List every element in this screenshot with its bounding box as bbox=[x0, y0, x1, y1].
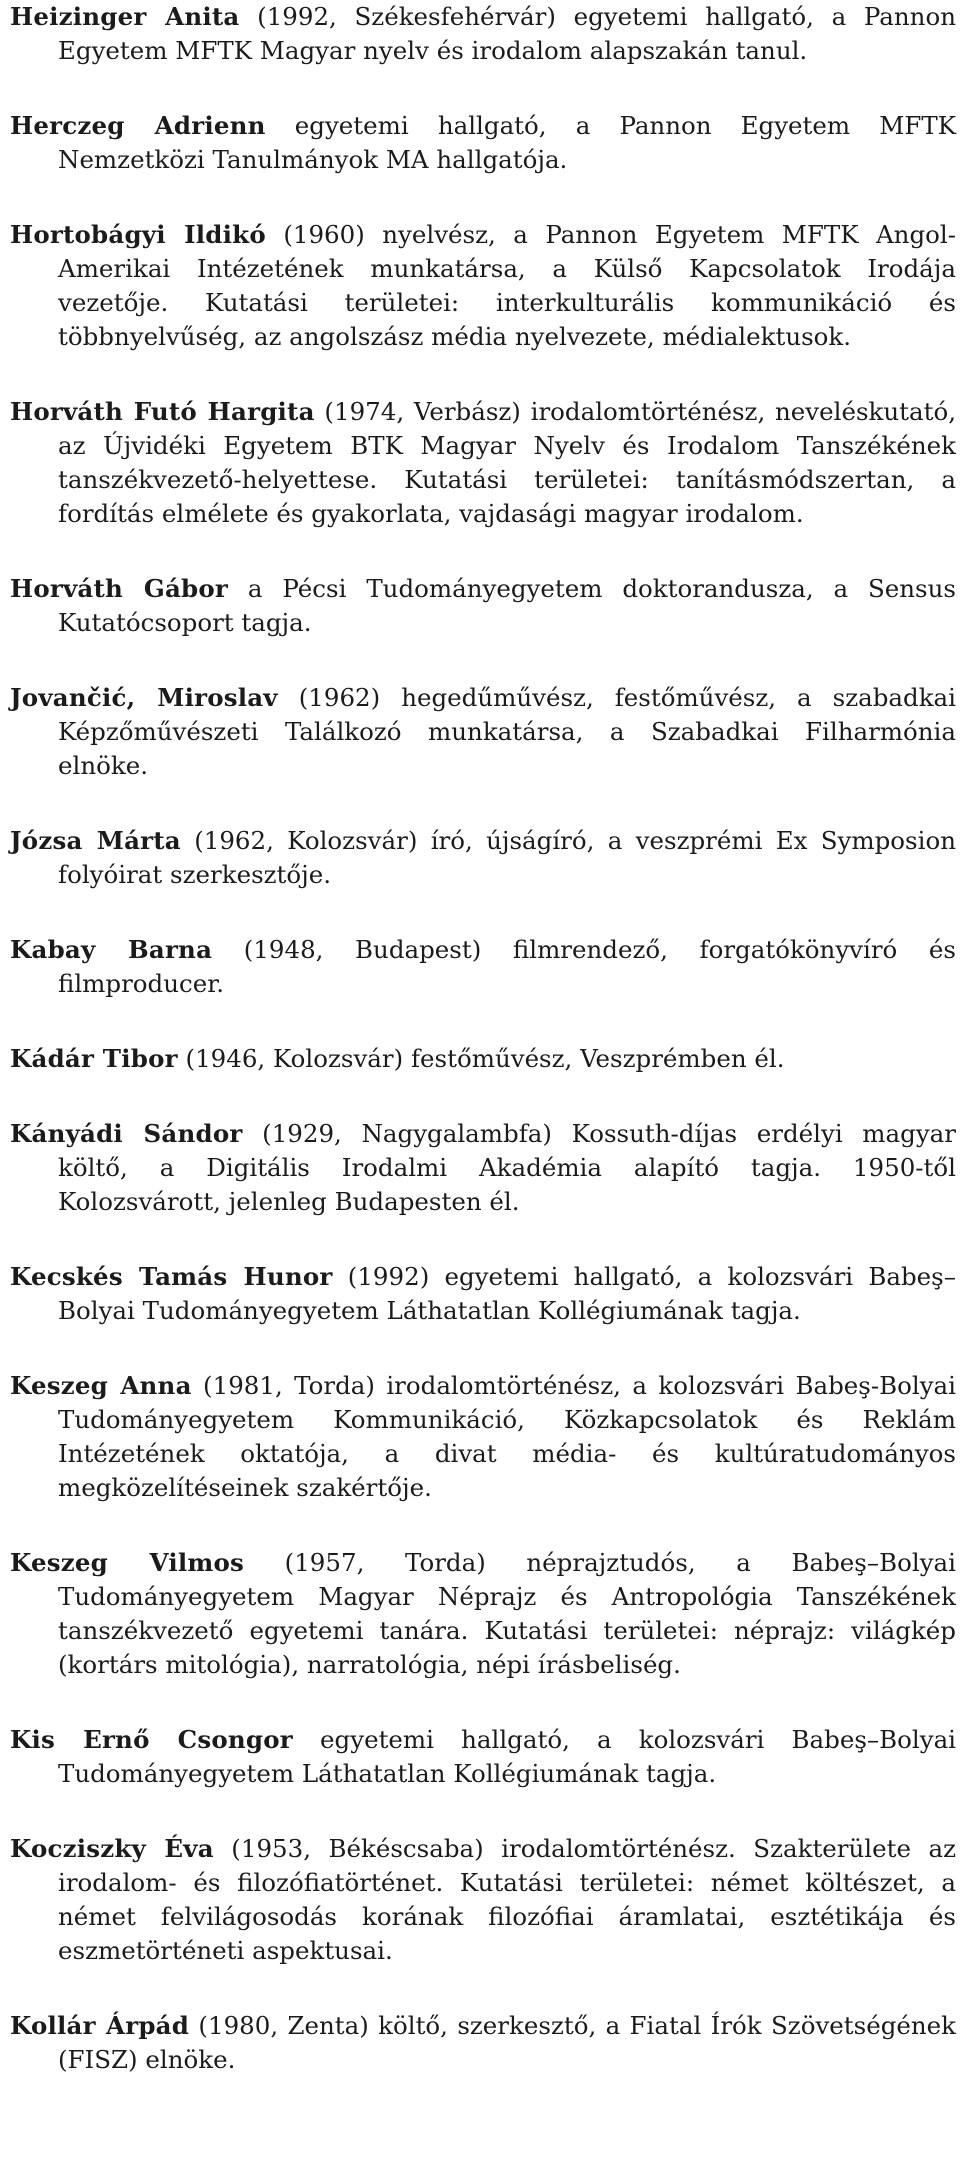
contributor-bio: (1953, Békéscsaba) irodalomtörténész. Szakterülete az irodalom- és filozófiatörténet. Kutatási területei: német költészet, a német felvilágosodás korának filozófiai áramlatai, esztétikája és eszmetörténeti aspektusai. bbox=[58, 1834, 956, 1965]
contributor-bio: (1960) nyelvész, a Pannon Egyetem MFTK Angol-Amerikai Intézetének munkatársa, a Külső Kapcsolatok Irodája vezetője. Kutatási területei: interkulturális kommunikáció és többnyelvűség, az angolszász média nyelvezete, médialektusok. bbox=[58, 220, 957, 351]
contributor-name: Kabay Barna bbox=[10, 935, 213, 964]
contributor-name: Kis Ernő Csongor bbox=[10, 1725, 293, 1754]
contributor-bio: (1946, Kolozsvár) festőművész, Veszprémben él. bbox=[177, 1044, 785, 1073]
contributor-name: Horváth Gábor bbox=[10, 574, 229, 603]
contributor-name: Herczeg Adrienn bbox=[10, 111, 266, 140]
contributor-bio: (1980, Zenta) költő, szerkesztő, a Fiatal Írók Szövetségének (FISZ) elnöke. bbox=[58, 2011, 957, 2074]
contributor-bio: (1962, Kolozsvár) író, újságíró, a veszprémi Ex Symposion folyóirat szerkesztője. bbox=[58, 826, 956, 889]
contributor-entry bbox=[10, 824, 956, 892]
contributor-name: Kányádi Sándor bbox=[10, 1119, 243, 1148]
contributor-name: Horváth Futó Hargita bbox=[10, 397, 315, 426]
contributor-entry bbox=[10, 572, 956, 640]
contributor-entry bbox=[10, 2009, 956, 2077]
contributor-entry bbox=[10, 681, 956, 783]
contributor-entry bbox=[10, 109, 956, 177]
contributor-name: Kádár Tibor bbox=[10, 1044, 178, 1073]
contributor-bio: (1992) egyetemi hallgató, a kolozsvári Babeş–Bolyai Tudományegyetem Láthatatlan Kollégiumának tagja. bbox=[58, 1262, 956, 1325]
contributor-bio: (1981, Torda) irodalomtörténész, a kolozsvári Babeş-Bolyai Tudományegyetem Kommunikáció, Közkapcsolatok és Reklám Intézetének oktatója, a divat média- és kultúratudományos megközelítéseinek szakértője. bbox=[58, 1371, 956, 1502]
contributor-name: Heizinger Anita bbox=[10, 2, 240, 31]
contributor-bio: egyetemi hallgató, a kolozsvári Babeş–Bolyai Tudományegyetem Láthatatlan Kollégiumának tagja. bbox=[58, 1725, 957, 1788]
contributor-entry bbox=[10, 1260, 956, 1328]
contributor-bio: (1992, Székesfehérvár) egyetemi hallgató, a Pannon Egyetem MFTK Magyar nyelv és irodalom alapszakán tanul. bbox=[58, 2, 956, 65]
contributor-entry bbox=[10, 1832, 956, 1968]
contributor-bio: (1929, Nagygalambfa) Kossuth-díjas erdélyi magyar költő, a Digitális Irodalmi Akadémia alapító tagja. 1950-től Kolozsvárott, jelenleg Budapesten él. bbox=[58, 1119, 956, 1216]
contributor-entry bbox=[10, 1117, 956, 1219]
contributor-entry bbox=[10, 1546, 956, 1682]
contributors-list bbox=[10, 0, 956, 2118]
contributor-name: Keszeg Vilmos bbox=[10, 1548, 245, 1577]
contributor-bio: (1962) hegedűművész, festőművész, a szabadkai Képzőművészeti Találkozó munkatársa, a Szabadkai Filharmónia elnöke. bbox=[58, 683, 957, 780]
contributor-bio: egyetemi hallgató, a Pannon Egyetem MFTK Nemzetközi Tanulmányok MA hallgatója. bbox=[58, 111, 956, 174]
contributor-name: Kollár Árpád bbox=[10, 2011, 190, 2040]
contributor-name: Kecskés Tamás Hunor bbox=[10, 1262, 333, 1291]
contributor-name: Hortobágyi Ildikó bbox=[10, 220, 266, 249]
contributor-name: Keszeg Anna bbox=[10, 1371, 192, 1400]
contributor-bio: (1974, Verbász) irodalomtörténész, neveléskutató, az Újvidéki Egyetem BTK Magyar Nyelv és Irodalom Tanszékének tanszékvezető-helyettese. Kutatási területei: tanításmódszertan, a fordítás elmélete és gyakorlata, vajdasági magyar irodalom. bbox=[58, 397, 956, 528]
contributor-bio: (1957, Torda) néprajztudós, a Babeş–Bolyai Tudományegyetem Magyar Néprajz és Antropológia Tanszékének tanszékvezető egyetemi tanára. Kutatási területei: néprajz: világkép (kortárs mitológia), narratológia, népi írásbeliség. bbox=[58, 1548, 956, 1679]
contributor-entry bbox=[10, 933, 956, 1001]
contributor-entry bbox=[10, 0, 956, 68]
contributor-bio: a Pécsi Tudományegyetem doktorandusza, a Sensus Kutatócsoport tagja. bbox=[58, 574, 956, 637]
contributor-entry bbox=[10, 395, 956, 531]
contributor-entry bbox=[10, 1042, 956, 1076]
contributor-entry bbox=[10, 218, 956, 354]
contributor-entry bbox=[10, 1723, 956, 1791]
contributor-name: Kocziszky Éva bbox=[10, 1834, 214, 1863]
contributor-entry bbox=[10, 1369, 956, 1505]
contributor-name: Józsa Márta bbox=[10, 826, 181, 855]
contributor-name: Jovančić, Miroslav bbox=[10, 683, 278, 712]
contributor-bio: (1948, Budapest) filmrendező, forgatókönyvíró és filmproducer. bbox=[58, 935, 956, 998]
